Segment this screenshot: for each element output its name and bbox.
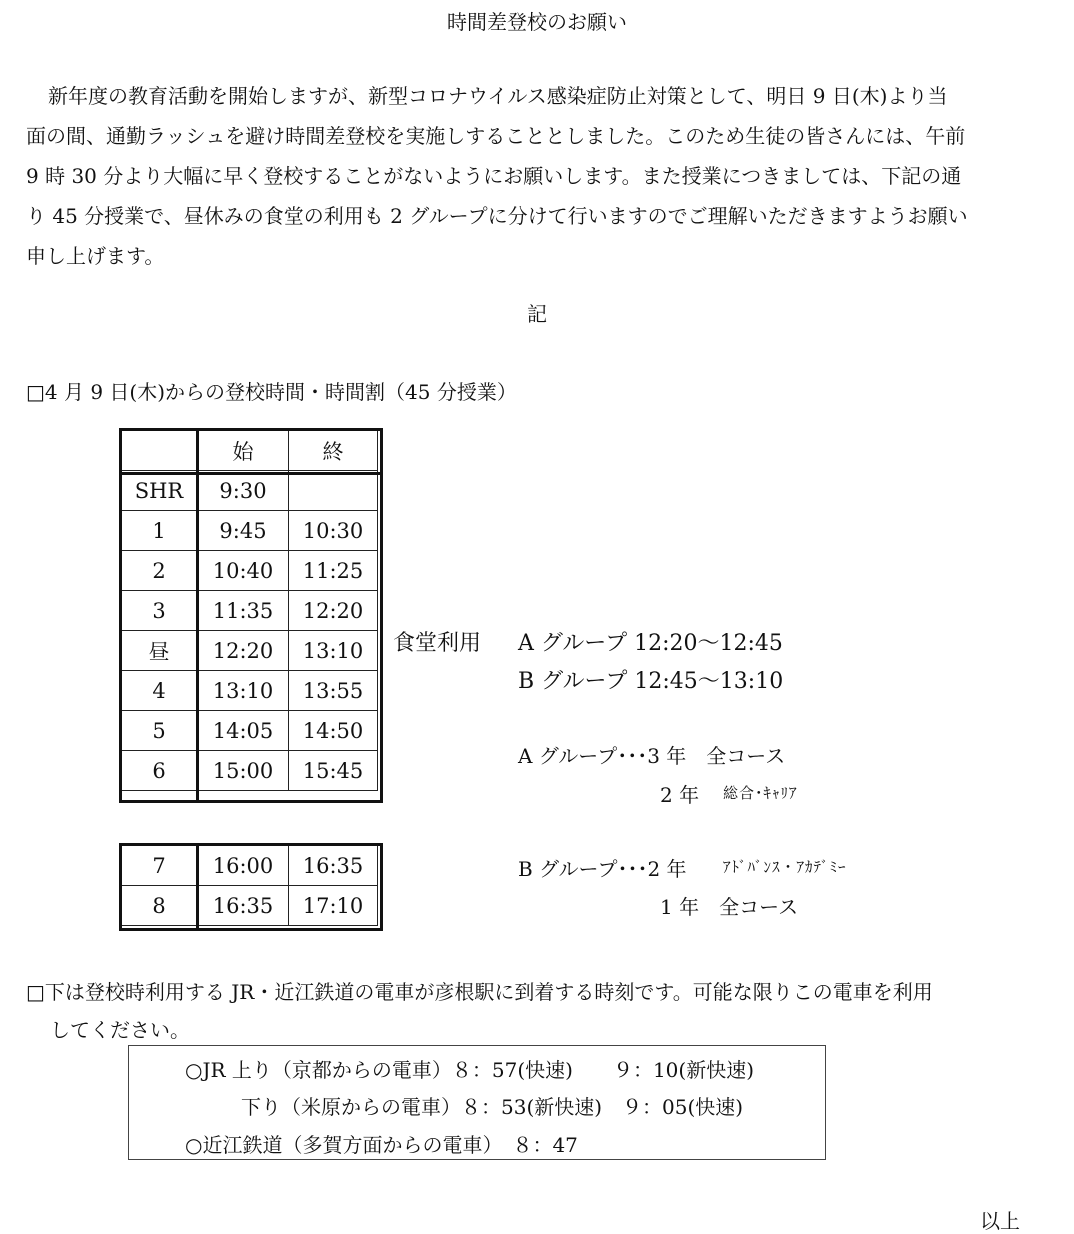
start-cell: 11:35	[198, 591, 289, 631]
table-row	[121, 631, 378, 671]
ki-heading: 記	[527, 302, 547, 326]
cafeteria-label: 食堂利用	[393, 631, 482, 656]
end-cell: 11:25	[289, 551, 378, 591]
end-cell	[289, 471, 378, 511]
intro-line-2: 面の間、通勤ラッシュを避け時間差登校を実施しすることとしました。このため生徒の皆さんには、午前	[26, 124, 966, 148]
group-a-sub-course: 総合･ｷｬﾘｱ	[723, 784, 798, 802]
start-cell: 16:35	[198, 886, 289, 926]
table-row	[121, 551, 378, 591]
timetable-header-divider	[120, 472, 382, 475]
timetable-extra-column-divider	[196, 843, 199, 931]
intro-line-3: 9 時 30 分より大幅に早く登校することがないようにお願いします。また授業につきましては、下記の通	[26, 164, 962, 188]
section-heading-trains: □下は登校時利用する JR・近江鉄道の電車が彦根駅に到着する時刻です。可能な限りこの電車を利用	[26, 980, 933, 1004]
train-ohmi: ○近江鉄道（多賀方面からの電車） ８：47	[185, 1133, 578, 1157]
period-cell: 5	[121, 711, 198, 751]
group-a-sub-year: 2 年	[660, 783, 700, 807]
section-trains-line2: してください。	[50, 1018, 190, 1042]
period-cell: 1	[121, 511, 198, 551]
table-row	[121, 846, 378, 886]
end-cell: 17:10	[289, 886, 378, 926]
table-row	[121, 886, 378, 926]
period-cell: 8	[121, 886, 198, 926]
table-row	[121, 751, 378, 791]
start-cell: 13:10	[198, 671, 289, 711]
start-cell: 15:00	[198, 751, 289, 791]
end-cell: 13:10	[289, 631, 378, 671]
timetable-column-divider	[196, 428, 199, 803]
start-cell: 12:20	[198, 631, 289, 671]
timetable-extra	[120, 845, 378, 926]
intro-paragraph	[26, 76, 1048, 276]
table-row	[121, 471, 378, 511]
train-times-box	[128, 1045, 826, 1160]
section-heading-schedule: □4 月 9 日(木)からの登校時間・時間割（45 分授業）	[26, 380, 517, 404]
group-b-heading: B グループ･･･2 年	[518, 857, 687, 881]
start-cell: 16:00	[198, 846, 289, 886]
period-cell: SHR	[121, 471, 198, 511]
start-cell: 10:40	[198, 551, 289, 591]
period-cell: 2	[121, 551, 198, 591]
group-a-heading: A グループ･･･3 年 全コース	[518, 744, 786, 768]
timetable	[120, 430, 378, 791]
table-row	[121, 591, 378, 631]
intro-line-5: 申し上げます。	[26, 244, 165, 268]
document-title: 時間差登校のお願い	[447, 10, 627, 34]
group-b-sub: 1 年 全コース	[660, 895, 799, 919]
end-cell: 14:50	[289, 711, 378, 751]
period-cell: 昼	[121, 631, 198, 671]
cafeteria-group-a: A グループ 12:20～12:45	[518, 631, 783, 656]
period-cell: 3	[121, 591, 198, 631]
table-header-row	[121, 431, 378, 471]
table-row	[121, 711, 378, 751]
cafeteria-group-b: B グループ 12:45～13:10	[518, 669, 784, 694]
intro-line-1: 新年度の教育活動を開始しますが、新型コロナウイルス感染症防止対策として、明日 9 日(木)より当	[48, 84, 948, 108]
start-cell: 9:30	[198, 471, 289, 511]
header-cell	[121, 431, 198, 471]
end-cell: 10:30	[289, 511, 378, 551]
train-jr-up: ○JR 上り（京都からの電車）８：57(快速) ９：10(新快速)	[185, 1058, 754, 1082]
closing-text: 以上	[980, 1209, 1020, 1233]
group-b-heading-course: ｱﾄﾞﾊﾞﾝｽ・ｱｶﾃﾞﾐｰ	[723, 858, 847, 876]
end-cell: 13:55	[289, 671, 378, 711]
start-cell: 14:05	[198, 711, 289, 751]
intro-line-4: り 45 分授業で、昼休みの食堂の利用も 2 グループに分けて行いますのでご理解いただきますようお願い	[26, 204, 968, 228]
header-cell-end: 終	[289, 431, 378, 471]
end-cell: 15:45	[289, 751, 378, 791]
header-cell-start: 始	[198, 431, 289, 471]
period-cell: 6	[121, 751, 198, 791]
end-cell: 16:35	[289, 846, 378, 886]
end-cell: 12:20	[289, 591, 378, 631]
period-cell: 7	[121, 846, 198, 886]
table-row	[121, 511, 378, 551]
period-cell: 4	[121, 671, 198, 711]
train-jr-down: 下り（米原からの電車）８：53(新快速) ９：05(快速)	[241, 1095, 744, 1119]
start-cell: 9:45	[198, 511, 289, 551]
table-row	[121, 671, 378, 711]
